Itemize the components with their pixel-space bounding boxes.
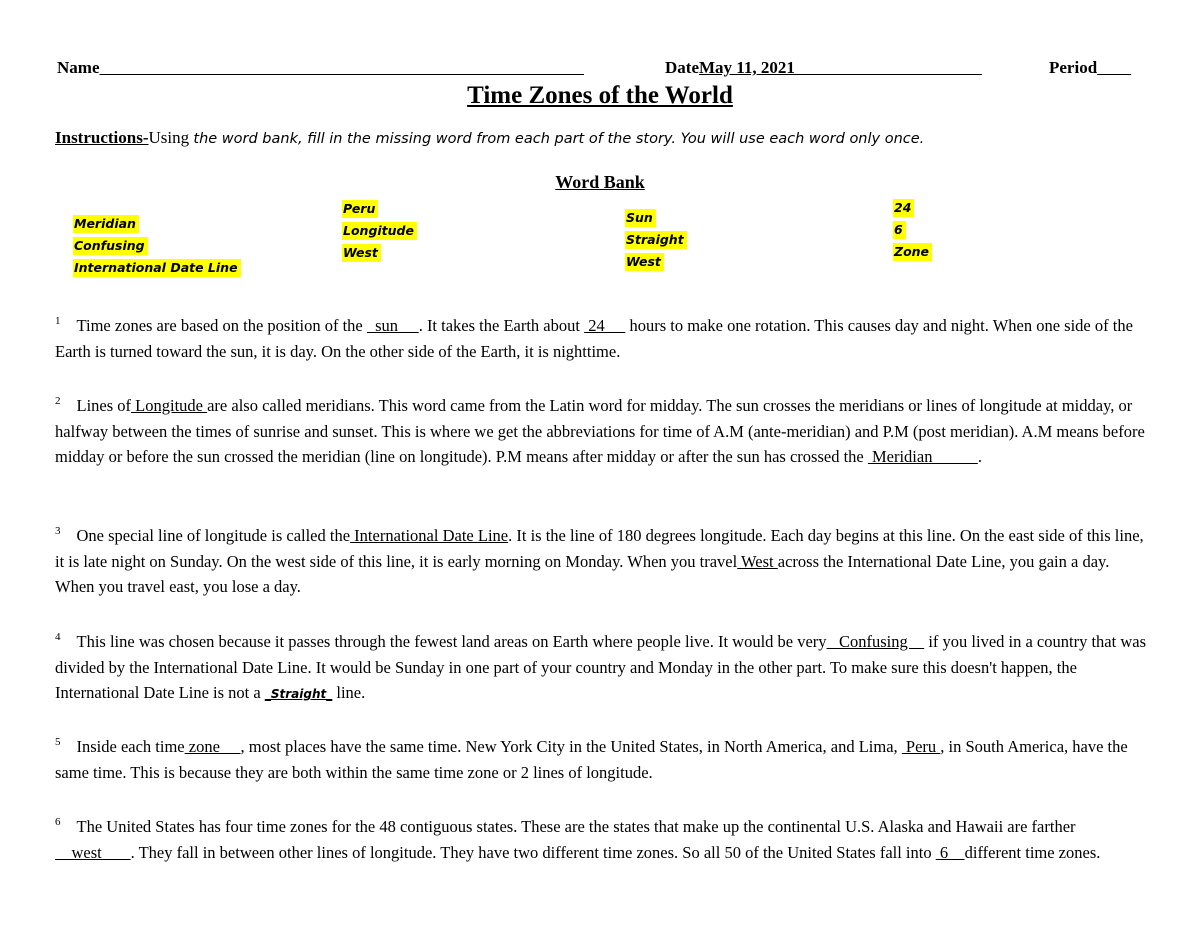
answer-blank[interactable]: Meridian	[867, 447, 978, 466]
word-bank-item: Longitude	[342, 222, 417, 240]
word-bank-column-2	[342, 200, 417, 262]
paragraph-number: 3	[55, 525, 61, 537]
answer-blank[interactable]: zone	[184, 737, 241, 756]
name-label: Name	[57, 58, 100, 77]
paragraph-text: One special line of longitude is called the	[76, 526, 351, 545]
date-field	[665, 58, 982, 78]
paragraph-text: different time zones.	[964, 842, 1101, 862]
paragraph-6	[55, 814, 1150, 865]
answer-blank[interactable]: sun	[366, 316, 419, 335]
answer-blank[interactable]: Peru	[901, 737, 941, 756]
paragraph-text: This line was chosen because it passes through the fewest land areas on Earth where people live. It would be very	[76, 632, 827, 651]
paragraph-number: 1	[55, 315, 61, 327]
paragraph-text: The United States has four time zones for the 48 contiguous states. These are the states that make up the continental U.S. Alaska and Hawaii are farther	[76, 817, 1076, 836]
date-label: Date	[665, 58, 699, 77]
word-bank-item: Straight	[625, 231, 687, 249]
date-trailing-blank	[795, 58, 982, 77]
name-blank[interactable]	[99, 58, 584, 77]
word-bank-item: 6	[893, 221, 906, 239]
word-bank-column-3	[625, 209, 687, 271]
paragraph-text: if you lived in a country that was divided by the International Date Line. It would be Sunday in one part of your country and Monday in the other part. To make sure this doesn't happen, the International Date Line is not a	[55, 632, 1146, 702]
paragraph-text: . They fall in between other lines of longitude. They have two different time zones. So all 50 of the United States fall into	[130, 842, 932, 862]
date-value: May 11, 2021	[698, 58, 795, 77]
paragraph-text: , in South America, have the same time. This is because they are both within the same time zone or 2 lines of longitude.	[55, 737, 1128, 782]
period-label: Period	[1049, 58, 1098, 77]
instructions	[55, 128, 924, 148]
instructions-lead: Instructions-	[55, 128, 149, 147]
answer-blank[interactable]: 24	[584, 316, 626, 335]
answer-blank[interactable]: International Date Line	[350, 526, 509, 545]
word-bank-item: Zone	[893, 243, 932, 261]
paragraph-text: are also called meridians. This word came from the Latin word for midday. The sun crosses the meridians or lines of longitude at midday, or halfway between the times of sunrise and sunset. This is where we get the abbreviations for time of A.M (ante-meridian) and P.M (post meridian). A.M means before midday or before the sun crossed the meridian (line on longitude). P.M means after midday or after the sun has crossed the	[55, 396, 1145, 466]
answer-blank[interactable]: _Confusing	[826, 632, 925, 651]
paragraph-text: .	[977, 447, 982, 466]
paragraph-text: hours to make one rotation. This causes day and night. When one side of the Earth is turned toward the sun, it is day. On the other side of the Earth, it is nighttime.	[55, 316, 1133, 361]
page-title: Time Zones of the World	[467, 82, 733, 109]
instructions-word: Using	[148, 128, 190, 147]
paragraph-number: 2	[55, 395, 61, 407]
answer-blank[interactable]: Longitude	[131, 396, 208, 415]
answer-blank[interactable]: west	[55, 842, 131, 862]
word-bank-item: Meridian	[73, 215, 139, 233]
paragraph-text: Lines of	[76, 396, 132, 415]
paragraph-text: across the International Date Line, you gain a day. When you travel east, you lose a day.	[55, 551, 1110, 596]
instructions-text: the word bank, fill in the missing word from each part of the story. You will use each word only once.	[193, 131, 925, 147]
paragraph-1	[55, 313, 1150, 364]
paragraph-text: line.	[332, 683, 366, 702]
word-bank-item: West	[342, 244, 381, 262]
word-bank-item: 24	[893, 199, 914, 217]
paragraph-text: Inside each time	[76, 737, 185, 756]
paragraph-text: . It is the line of 180 degrees longitude. Each day begins at this line. On the east side of this line, it is late night on Sunday. On the west side of this line, it is early morning on Monday. When you travel	[55, 526, 1144, 571]
paragraph-text: . It takes the Earth about	[418, 316, 580, 335]
answer-blank[interactable]: 6	[935, 842, 965, 862]
paragraph-number: 5	[55, 736, 61, 748]
period-blank[interactable]	[1097, 58, 1131, 77]
word-bank-item: Sun	[625, 209, 656, 227]
paragraph-3	[55, 523, 1150, 600]
word-bank-item: Peru	[342, 200, 378, 218]
word-bank-item: International Date Line	[73, 259, 241, 277]
word-bank-item: Confusing	[73, 237, 148, 255]
period-field[interactable]	[1049, 58, 1131, 78]
word-bank-title: Word Bank	[555, 172, 645, 192]
word-bank-column-4	[893, 199, 932, 261]
name-field[interactable]	[57, 58, 584, 78]
paragraph-4	[55, 629, 1150, 708]
word-bank-column-1	[73, 215, 241, 277]
word-bank-item: West	[625, 253, 664, 271]
paragraph-text: Time zones are based on the position of the	[76, 316, 363, 335]
answer-blank[interactable]: West	[737, 551, 778, 571]
paragraph-5	[55, 734, 1150, 785]
paragraph-text: , most places have the same time. New York City in the United States, in North America, and Lima,	[240, 737, 898, 756]
paragraph-number: 6	[55, 816, 61, 828]
paragraph-number: 4	[55, 631, 61, 643]
paragraph-2	[55, 393, 1150, 470]
answer-blank[interactable]: _Straight_	[264, 687, 333, 701]
